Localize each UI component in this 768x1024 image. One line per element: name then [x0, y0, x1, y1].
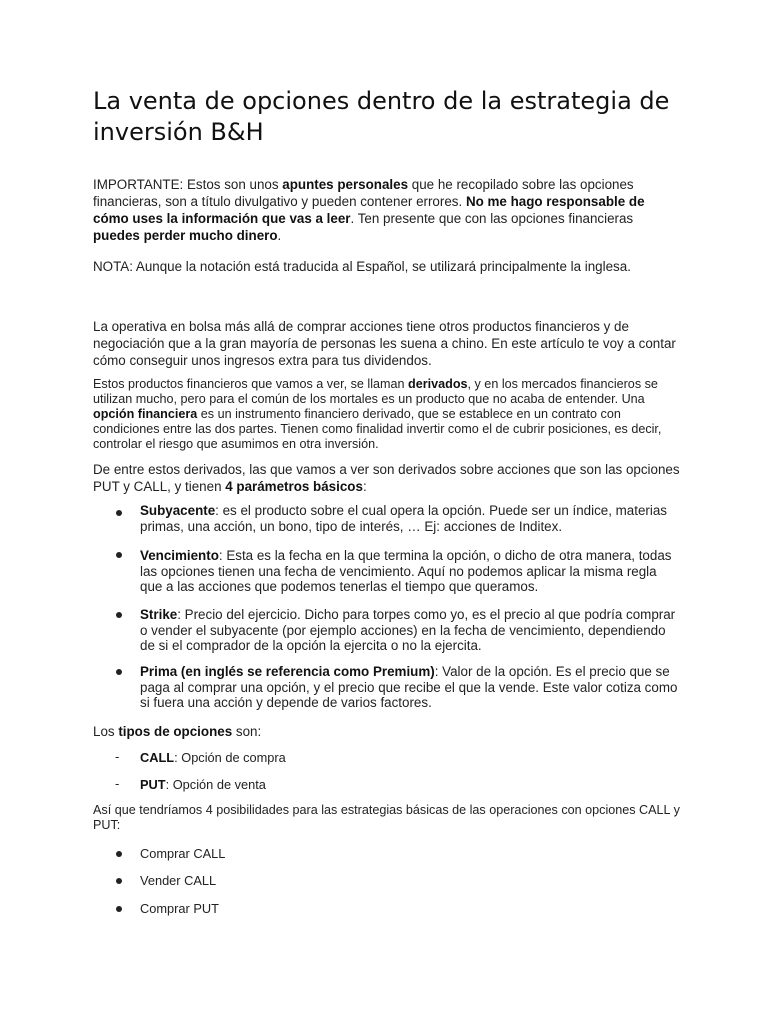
dash-marker: -: [115, 749, 120, 764]
bold-run: apuntes personales: [282, 177, 409, 192]
derivados-paragraph: [93, 377, 683, 452]
dash-item: [140, 749, 680, 766]
document-title: La venta de opciones dentro de la estrategia de inversión B&H: [93, 87, 670, 146]
bold-run: opción financiera: [93, 407, 198, 421]
bullet-item: [140, 503, 680, 534]
bold-run: derivados: [408, 377, 468, 391]
text-run: :: [362, 479, 367, 494]
bullet-icon: [116, 878, 122, 884]
dash-text: : Opción de compra: [174, 750, 286, 765]
dash-term: PUT: [140, 777, 166, 792]
bold-run: tipos de opciones: [118, 724, 233, 739]
text-run: Los: [93, 724, 119, 739]
bullet-text: : es el producto sobre el cual opera la opción. Puede ser un índice, materias primas, una acción, un bono, tipo de interés, … Ej: acciones de Inditex.: [140, 503, 668, 534]
bullet-icon: [116, 510, 122, 516]
text-run: .: [277, 228, 282, 243]
bullet-text: : Esta es la fecha en la que termina la opción, o dicho de otra manera, todas las opciones tienen una fecha de vencimiento. Aquí no podemos aplicar la misma regla que a las acciones que podemos tenerlas el tiempo que queramos.: [140, 548, 672, 594]
bold-run: puedes perder mucho dinero: [93, 228, 278, 243]
posibilidades-paragraph: Así que tendríamos 4 posibilidades para las estrategias básicas de las operaciones con opciones CALL y PUT:: [93, 803, 680, 832]
tipos-paragraph: [93, 723, 683, 740]
bullet-term: Prima (en inglés se referencia como Premium): [140, 664, 435, 679]
dash-text: : Opción de venta: [165, 777, 266, 792]
bullet-item: [140, 607, 680, 654]
dash-marker: -: [115, 776, 120, 791]
bold-run: 4 parámetros básicos: [225, 479, 363, 494]
bullet-term: Strike: [140, 607, 178, 622]
dash-term: CALL: [140, 750, 175, 765]
intro-paragraph: La operativa en bolsa más allá de comprar acciones tiene otros productos financieros y de negociación que a la gran mayoría de personas les suena a chino. En este artículo te voy a contar cómo conseguir unos ingresos extra para tus dividendos.: [93, 319, 676, 368]
dash-item: [140, 776, 680, 793]
bullet-term: Vencimiento: [140, 548, 219, 563]
bold-run: No me hago responsable de cómo uses la información que vas a leer: [93, 194, 645, 226]
text-run: que he recopilado sobre las opciones financieras, son a título divulgativo y pueden contener errores.: [93, 177, 634, 209]
text-run: Estos productos financieros que vamos a ver, se llaman: [93, 377, 409, 391]
text-run: IMPORTANTE: Estos son unos: [93, 177, 283, 192]
text-run: es un instrumento financiero derivado, que se establece en un contrato con condiciones entre las dos partes. Tienen como finalidad invertir como el de cubrir posiciones, es decir, controlar el riesgo que asumimos en otra inversión.: [93, 407, 662, 451]
bullet-icon: [116, 612, 122, 618]
bullet-icon: [116, 906, 122, 912]
bullet-icon: [116, 669, 122, 675]
strategy-item: Vender CALL: [140, 873, 217, 888]
bullet-icon: [116, 851, 122, 857]
text-run: . Ten presente que con las opciones financieras: [350, 211, 634, 226]
bullet-term: Subyacente: [140, 503, 216, 518]
important-paragraph: [93, 176, 683, 244]
bullet-icon: [116, 552, 122, 558]
nota-paragraph: NOTA: Aunque la notación está traducida al Español, se utilizará principalmente la inglesa.: [93, 259, 631, 274]
strategy-item: Comprar CALL: [140, 846, 226, 861]
bullet-text: : Valor de la opción. Es el precio que se paga al comprar una opción, y el precio que recibe el que la vende. Este valor cotiza como si fuera una acción y depende de varios factores.: [140, 664, 678, 710]
bullet-item: [140, 664, 680, 711]
text-run: , y en los mercados financieros se utilizan mucho, pero para el común de los mortales es un producto que no acaba de entender. Una: [93, 377, 658, 406]
bullet-item: [140, 548, 680, 595]
bullet-text: : Precio del ejercicio. Dicho para torpes como yo, es el precio al que podría comprar o vender el subyacente (por ejemplo acciones) en la fecha de vencimiento, dependiendo de si el comprador de la opción la ejercita o no la ejercita.: [140, 607, 676, 653]
strategy-item: Comprar PUT: [140, 901, 219, 916]
text-run: De entre estos derivados, las que vamos a ver son derivados sobre acciones que son las opciones PUT y CALL, y tienen: [93, 462, 680, 494]
parametros-paragraph: [93, 461, 683, 495]
text-run: son:: [232, 724, 262, 739]
